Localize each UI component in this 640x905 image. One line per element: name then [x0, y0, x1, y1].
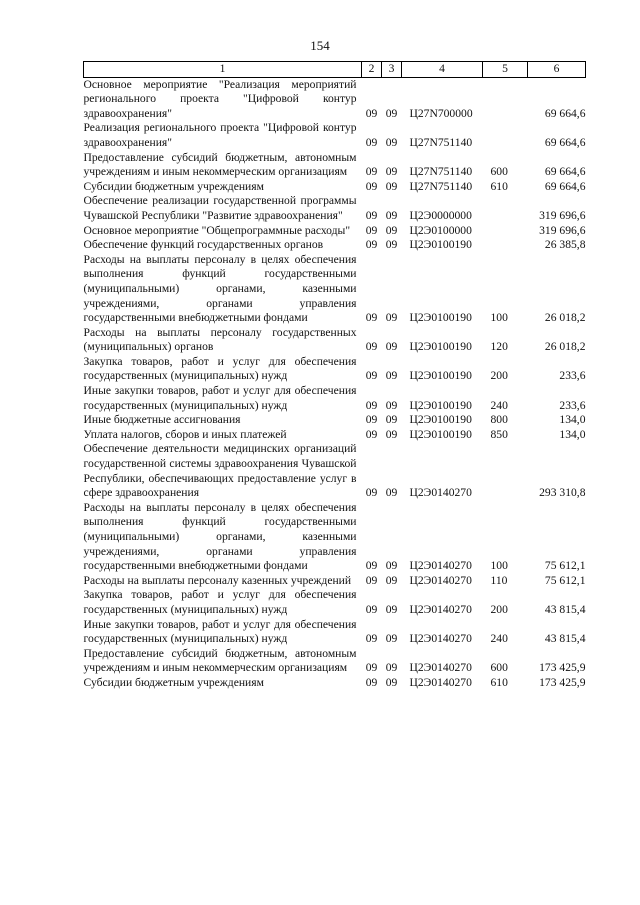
- table-row: [84, 588, 586, 617]
- table-row: [84, 428, 586, 443]
- row-target-code: Ц2Э0100190: [409, 427, 472, 441]
- row-name: Реализация регионального проекта "Цифровой контур здравоохранения": [83, 121, 357, 149]
- row-name: Расходы на выплаты персоналу казенных учреждений: [83, 573, 352, 587]
- table-row: [84, 194, 586, 223]
- row-section: 09: [365, 413, 378, 427]
- row-expense-type: 110: [490, 573, 508, 587]
- table-row: [84, 355, 586, 384]
- row-amount: 75 612,1: [544, 559, 586, 573]
- row-amount: 233,6: [559, 369, 586, 383]
- row-amount: 69 664,6: [544, 165, 586, 179]
- header-row: [84, 62, 586, 78]
- table-row: [84, 77, 586, 121]
- row-section: 09: [365, 427, 378, 441]
- row-expense-type: 100: [490, 559, 508, 573]
- row-expense-type: 600: [490, 165, 508, 179]
- column-header-5: 5: [483, 62, 528, 78]
- row-section: 09: [365, 661, 378, 675]
- row-target-code: Ц2Э0100190: [409, 340, 472, 354]
- row-target-code: Ц27N751140: [409, 165, 473, 179]
- column-header-3: 3: [382, 62, 402, 78]
- row-subsection: 09: [385, 486, 398, 500]
- row-subsection: 09: [385, 223, 398, 237]
- row-subsection: 09: [385, 559, 398, 573]
- page-number: 154: [310, 38, 330, 53]
- table-row: [84, 618, 586, 647]
- table-row: [84, 253, 586, 326]
- row-expense-type: 850: [490, 427, 508, 441]
- table-header: [84, 62, 586, 78]
- row-expense-type: [483, 194, 528, 223]
- row-name: Предоставление субсидий бюджетным, автономным учреждениям и иным некоммерческим организациям: [83, 646, 357, 675]
- row-section: 09: [365, 486, 378, 500]
- row-target-code: Ц2Э0100000: [409, 223, 472, 237]
- row-subsection: 09: [385, 165, 398, 179]
- row-target-code: Ц2Э0000000: [409, 208, 472, 222]
- row-section: 09: [365, 208, 378, 222]
- row-expense-type: [483, 238, 528, 253]
- row-subsection: 09: [385, 413, 398, 427]
- row-target-code: Ц2Э0100190: [409, 369, 472, 383]
- row-subsection: 09: [385, 179, 398, 193]
- row-section: 09: [365, 106, 378, 120]
- row-expense-type: 120: [490, 340, 508, 354]
- table-row: [84, 121, 586, 150]
- row-target-code: Ц2Э0140270: [409, 559, 472, 573]
- table-row: [84, 238, 586, 253]
- row-section: 09: [365, 602, 378, 616]
- row-section: 09: [365, 311, 378, 325]
- row-name: Закупка товаров, работ и услуг для обеспечения государственных (муниципальных) нужд: [83, 354, 357, 383]
- row-target-code: Ц2Э0100190: [409, 238, 472, 252]
- row-target-code: Ц2Э0100190: [409, 311, 472, 325]
- table-row: [84, 574, 586, 589]
- row-amount: 233,6: [559, 398, 586, 412]
- row-target-code: Ц27N751140: [409, 179, 473, 193]
- row-expense-type: [483, 224, 528, 239]
- row-subsection: 09: [385, 573, 398, 587]
- row-name: Обеспечение реализации государственной программы Чувашской Республики "Развитие здравоохранения": [83, 194, 357, 222]
- row-expense-type: 200: [490, 369, 508, 383]
- row-section: 09: [365, 165, 378, 179]
- row-subsection: 09: [385, 311, 398, 325]
- row-amount: 43 815,4: [544, 632, 586, 646]
- row-section: 09: [365, 238, 378, 252]
- row-subsection: 09: [385, 398, 398, 412]
- row-amount: 26 018,2: [544, 340, 586, 354]
- row-amount: 69 664,6: [544, 135, 586, 149]
- row-amount: 319 696,6: [539, 208, 586, 222]
- row-expense-type: 600: [490, 661, 508, 675]
- row-subsection: 09: [385, 369, 398, 383]
- row-section: 09: [365, 398, 378, 412]
- row-name: Расходы на выплаты персоналу государственных (муниципальных) органов: [83, 325, 357, 354]
- row-expense-type: [483, 77, 528, 121]
- table-body: [84, 77, 586, 690]
- row-amount: 173 425,9: [539, 675, 586, 689]
- row-subsection: 09: [385, 427, 398, 441]
- row-section: 09: [365, 675, 378, 689]
- row-amount: 75 612,1: [544, 573, 586, 587]
- row-name: Обеспечение деятельности медицинских организаций государственной системы здравоохранения Чувашской Республики, обеспечивающих предоставление услуг в сфере здравоохранения: [83, 442, 357, 500]
- row-name: Субсидии бюджетным учреждениям: [83, 675, 264, 689]
- row-amount: 69 664,6: [544, 179, 586, 193]
- row-target-code: Ц2Э0140270: [409, 602, 472, 616]
- row-subsection: 09: [385, 602, 398, 616]
- table-row: [84, 501, 586, 574]
- row-subsection: 09: [385, 106, 398, 120]
- row-name: Субсидии бюджетным учреждениям: [83, 179, 264, 193]
- row-section: 09: [365, 573, 378, 587]
- row-section: 09: [365, 632, 378, 646]
- row-target-code: Ц27N700000: [409, 106, 473, 120]
- budget-table: [83, 61, 586, 691]
- column-header-4: 4: [402, 62, 483, 78]
- row-section: 09: [365, 179, 378, 193]
- row-section: 09: [365, 223, 378, 237]
- row-target-code: Ц2Э0140270: [409, 573, 472, 587]
- row-target-code: Ц2Э0140270: [409, 675, 472, 689]
- row-name: Основное мероприятие "Общепрограммные расходы": [83, 223, 351, 237]
- table-row: [84, 180, 586, 195]
- row-section: 09: [365, 559, 378, 573]
- row-target-code: Ц2Э0140270: [409, 486, 472, 500]
- table-row: [84, 326, 586, 355]
- column-header-6: 6: [528, 62, 586, 78]
- row-amount: 43 815,4: [544, 602, 586, 616]
- table-row: [84, 384, 586, 413]
- row-target-code: Ц2Э0100190: [409, 398, 472, 412]
- row-target-code: Ц2Э0100190: [409, 413, 472, 427]
- table-row: [84, 151, 586, 180]
- row-amount: 134,0: [559, 413, 586, 427]
- row-name: Расходы на выплаты персоналу в целях обеспечения выполнения функций государственными (муниципальными) органами, казенными учреждениями, органами управления государственными внебюджетными фондами: [83, 252, 357, 325]
- row-expense-type: 240: [490, 398, 508, 412]
- row-amount: 69 664,6: [544, 106, 586, 120]
- row-amount: 26 385,8: [544, 238, 586, 252]
- table-row: [84, 647, 586, 676]
- row-name: Иные закупки товаров, работ и услуг для обеспечения государственных (муниципальных) нужд: [83, 617, 357, 646]
- row-target-code: Ц2Э0140270: [409, 632, 472, 646]
- row-expense-type: 100: [490, 311, 508, 325]
- row-amount: 26 018,2: [544, 311, 586, 325]
- row-amount: 173 425,9: [539, 661, 586, 675]
- row-name: Расходы на выплаты персоналу в целях обеспечения выполнения функций государственными (муниципальными) органами, казенными учреждениями, органами управления государственными внебюджетными фондами: [83, 500, 357, 573]
- row-subsection: 09: [385, 340, 398, 354]
- row-amount: 134,0: [559, 427, 586, 441]
- row-subsection: 09: [385, 661, 398, 675]
- table-row: [84, 442, 586, 500]
- row-name: Основное мероприятие "Реализация мероприятий регионального проекта "Цифровой контур здравоохранения": [83, 77, 357, 120]
- row-amount: 319 696,6: [539, 223, 586, 237]
- table-row: [84, 676, 586, 691]
- column-header-2: 2: [362, 62, 382, 78]
- row-expense-type: 800: [490, 413, 508, 427]
- row-name: Закупка товаров, работ и услуг для обеспечения государственных (муниципальных) нужд: [83, 588, 357, 616]
- row-subsection: 09: [385, 135, 398, 149]
- row-subsection: 09: [385, 675, 398, 689]
- row-target-code: Ц27N751140: [409, 135, 473, 149]
- row-expense-type: 200: [490, 602, 508, 616]
- row-subsection: 09: [385, 208, 398, 222]
- row-amount: 293 310,8: [539, 486, 586, 500]
- row-expense-type: [483, 121, 528, 150]
- row-name: Иные закупки товаров, работ и услуг для обеспечения государственных (муниципальных) нужд: [83, 384, 357, 412]
- row-subsection: 09: [385, 632, 398, 646]
- row-section: 09: [365, 340, 378, 354]
- row-expense-type: [483, 442, 528, 500]
- table-row: [84, 224, 586, 239]
- row-target-code: Ц2Э0140270: [409, 661, 472, 675]
- row-subsection: 09: [385, 238, 398, 252]
- row-name: Иные бюджетные ассигнования: [83, 413, 241, 427]
- row-name: Уплата налогов, сборов и иных платежей: [83, 427, 287, 441]
- column-header-1: 1: [84, 62, 362, 78]
- row-name: Предоставление субсидий бюджетным, автономным учреждениям и иным некоммерческим организациям: [83, 150, 357, 179]
- row-name: Обеспечение функций государственных органов: [83, 238, 324, 252]
- row-expense-type: 610: [490, 179, 508, 193]
- row-expense-type: 610: [490, 675, 508, 689]
- table-row: [84, 413, 586, 428]
- row-expense-type: 240: [490, 632, 508, 646]
- row-section: 09: [365, 369, 378, 383]
- row-section: 09: [365, 135, 378, 149]
